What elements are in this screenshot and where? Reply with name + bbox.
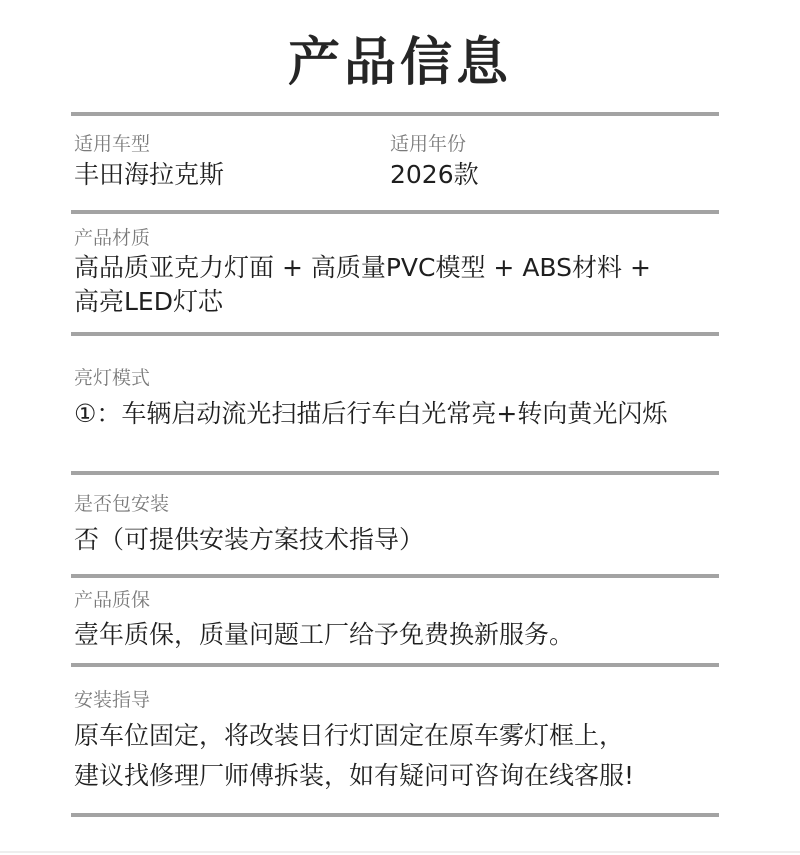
install-guide-label: 安装指导 xyxy=(74,689,151,711)
warranty-value: 壹年质保，质量问题工厂给予免费换新服务。 xyxy=(74,620,575,649)
material-value-line2: 高亮LED灯芯 xyxy=(74,287,223,316)
vehicle-model-label: 适用车型 xyxy=(74,133,151,155)
bottom-edge-line xyxy=(0,851,800,853)
install-included-label: 是否包安装 xyxy=(74,493,170,515)
warranty-label: 产品质保 xyxy=(74,589,151,611)
install-included-value: 否（可提供安装方案技术指导） xyxy=(74,525,425,554)
vehicle-year-label: 适用年份 xyxy=(390,133,467,155)
vehicle-model-value: 丰田海拉克斯 xyxy=(74,160,225,189)
vehicle-year-value: 2026款 xyxy=(390,160,479,189)
lighting-mode-label: 亮灯模式 xyxy=(74,367,151,389)
divider xyxy=(71,574,719,578)
material-label: 产品材质 xyxy=(74,227,151,249)
page-title: 产品信息 xyxy=(287,33,512,93)
divider xyxy=(71,471,719,475)
divider xyxy=(71,332,719,336)
divider xyxy=(71,210,719,214)
lighting-mode-value: ①：车辆启动流光扫描后行车白光常亮+转向黄光闪烁 xyxy=(74,399,668,428)
divider xyxy=(71,813,719,817)
divider xyxy=(71,112,719,116)
divider xyxy=(71,663,719,667)
install-guide-value-line2: 建议找修理厂师傅拆装，如有疑问可咨询在线客服! xyxy=(74,761,635,790)
install-guide-value-line1: 原车位固定，将改装日行灯固定在原车雾灯框上， xyxy=(74,721,625,750)
material-value-line1: 高品质亚克力灯面 + 高质量PVC模型 + ABS材料 + xyxy=(74,253,651,282)
